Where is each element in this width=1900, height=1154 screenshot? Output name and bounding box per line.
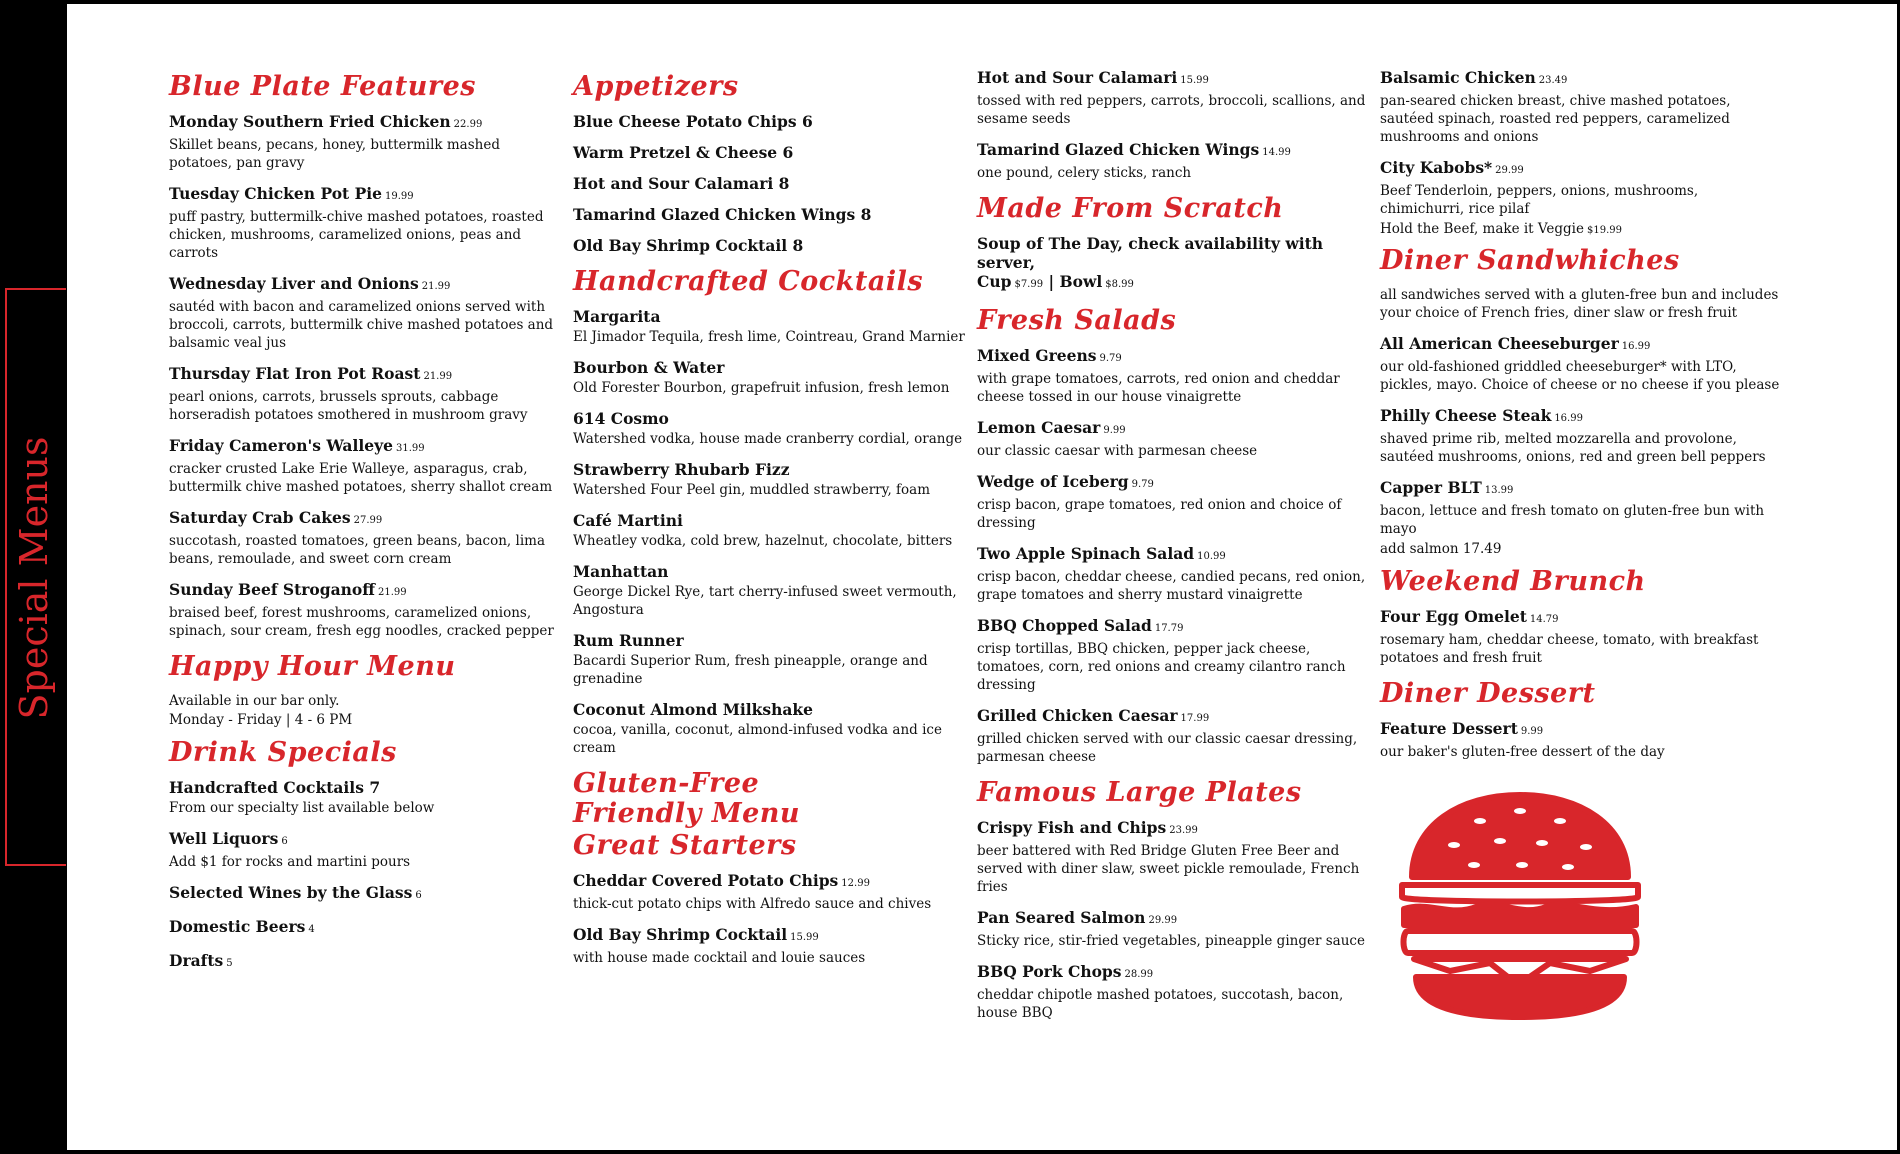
menu-item [573,700,965,757]
menu-item [977,140,1372,182]
bowl-label: Bowl [1059,272,1103,291]
section-title-gluten-free-line-1: Gluten-Free [573,768,760,799]
menu-item-price: 6 [281,836,288,847]
menu-item-name [169,829,561,851]
soup-item [977,234,1372,294]
menu-item [977,818,1372,896]
soup-prices [977,272,1372,294]
menu-item-description: Watershed Four Peel gin, muddled strawberry, foam [573,482,931,498]
great-starters-list [573,871,965,967]
drink-specials-list [169,778,561,973]
menu-item-description: George Dickel Rye, tart cherry-infused sweet vermouth, Angostura [573,584,957,618]
menu-item-title: Margarita [573,307,661,326]
menu-item-title: Crispy Fish and Chips [977,818,1167,837]
menu-item-price: 14.79 [1529,614,1559,625]
menu-item-price: 10.99 [1197,551,1226,562]
menu-item [573,307,965,346]
menu-item-name [977,616,1372,638]
menu-item [573,205,965,224]
menu-item-name [977,68,1372,90]
menu-item-price: 28.99 [1124,969,1154,980]
menu-item [1380,406,1780,466]
menu-item-description: our classic caesar with parmesan cheese [977,443,1258,459]
menu-item-title: Two Apple Spinach Salad [977,544,1195,563]
menu-item-title: Lemon Caesar [977,418,1101,437]
menu-item [573,174,965,193]
menu-item [573,871,965,913]
menu-item-price: 6 [415,890,422,901]
menu-item-name [573,460,965,479]
section-title-sandwiches: Diner Sandwhiches [1380,245,1680,276]
menu-item-description: bacon, lettuce and fresh tomato on gluten-free bun with mayo [1380,503,1765,537]
menu-item [977,962,1372,1022]
menu-item-title: Sunday Beef Stroganoff [169,580,375,599]
menu-item [1380,158,1780,218]
menu-item [1380,719,1780,761]
menu-item-description: rosemary ham, cheddar cheese, tomato, with breakfast potatoes and fresh fruit [1380,632,1759,666]
menu-item-name [977,140,1372,162]
sidebar [0,0,66,1154]
menu-item [977,418,1372,460]
menu-item [1380,607,1780,667]
menu-item-title: Domestic Beers [169,917,306,936]
menu-item-title: Rum Runner [573,631,684,650]
menu-item-name [169,951,561,973]
menu-item-name [573,871,965,893]
menu-item-price: 21.99 [377,587,407,598]
column-4-top-list [1380,68,1780,218]
menu-item-title: Tamarind Glazed Chicken Wings 8 [573,205,872,224]
menu-item-name [573,700,965,719]
menu-item-price: 12.99 [841,878,870,889]
menu-item-title: Well Liquors [169,829,279,848]
menu-item-price: 14.99 [1262,147,1291,158]
menu-item [573,460,965,499]
menu-item-name [1380,158,1780,180]
cup-label: Cup [977,272,1012,291]
menu-item-name [169,917,561,939]
menu-item-price: 21.99 [421,281,451,292]
menu-item-name [169,184,561,206]
menu-item-description: one pound, celery sticks, ranch [977,165,1192,181]
sidebar-top-rule [5,288,66,290]
menu-item [169,364,561,424]
menu-item [573,143,965,162]
menu-item-description: cocoa, vanilla, coconut, almond-infused vodka and ice cream [573,722,942,756]
menu-item-title: Cheddar Covered Potato Chips [573,871,839,890]
menu-item-price: 31.99 [395,443,425,454]
menu-column-3 [977,68,1372,1034]
menu-item-title: Bourbon & Water [573,358,725,377]
menu-item-title: 614 Cosmo [573,409,669,428]
menu-item-name [977,908,1372,930]
salmon-addon: add salmon 17.49 [1380,541,1502,557]
menu-item-title: Selected Wines by the Glass [169,883,413,902]
menu-item [573,112,965,131]
menu-item [977,544,1372,604]
dessert-list [1380,719,1780,761]
menu-item-title: Capper BLT [1380,478,1482,497]
menu-item-name [169,883,561,905]
menu-item [1380,68,1780,146]
section-title-appetizers: Appetizers [573,71,739,102]
section-title-fresh-salads: Fresh Salads [977,305,1177,336]
menu-item-price: 19.99 [385,191,414,202]
menu-item [1380,334,1780,394]
veggie-price: $19.99 [1586,225,1622,236]
menu-item-name [573,143,965,162]
menu-item-title: Tuesday Chicken Pot Pie [169,184,382,203]
large-plates-list [977,818,1372,1022]
menu-item [573,409,965,448]
price-separator: | [1048,272,1055,291]
soup-name: Soup of The Day, check availability with server, [977,234,1324,272]
section-title-blue-plate: Blue Plate Features [169,71,476,102]
cup-price: $7.99 [1014,279,1044,290]
menu-item-name [1380,68,1780,90]
menu-item-price: 9.99 [1103,425,1126,436]
menu-item-price: 9.79 [1131,479,1154,490]
menu-item-price: 16.99 [1554,413,1583,424]
menu-item-name [1380,406,1780,428]
menu-item [573,562,965,619]
menu-item-title: Old Bay Shrimp Cocktail [573,925,788,944]
burger-icon [1390,785,1650,1025]
menu-item-price: 21.99 [423,371,453,382]
brunch-list [1380,607,1780,667]
menu-item-title: All American Cheeseburger [1380,334,1619,353]
menu-item [977,616,1372,694]
menu-item-name [573,358,965,377]
menu-item-name [1380,607,1780,629]
menu-item-title: BBQ Pork Chops [977,962,1122,981]
menu-item-name [169,508,561,530]
menu-item-name [977,706,1372,728]
menu-item-price: 27.99 [353,515,383,526]
menu-item-name [169,436,561,458]
menu-item-name [169,580,561,602]
menu-item-title: Hot and Sour Calamari 8 [573,174,790,193]
sandwiches-intro: all sandwiches served with a gluten-free bun and includes your choice of French fries, diner slaw or fresh fruit [1380,287,1779,321]
menu-item-description: tossed with red peppers, carrots, broccoli, scallions, and sesame seeds [977,93,1366,127]
section-title-large-plates: Famous Large Plates [977,777,1302,808]
menu-item-title: Wedge of Iceberg [977,472,1129,491]
menu-item-title: Monday Southern Fried Chicken [169,112,451,131]
menu-item-name [169,112,561,134]
menu-item-name [573,236,965,255]
menu-item [573,631,965,688]
menu-item [573,511,965,550]
menu-item-title: Philly Cheese Steak [1380,406,1552,425]
menu-item-title: Four Egg Omelet [1380,607,1527,626]
menu-item-title: BBQ Chopped Salad [977,616,1152,635]
menu-item-description: Watershed vodka, house made cranberry cordial, orange [573,431,963,447]
menu-item-price: 23.99 [1169,825,1198,836]
menu-item-name [169,778,561,797]
section-title-dessert: Diner Dessert [1380,678,1596,709]
section-title-brunch: Weekend Brunch [1380,566,1646,597]
menu-item-description: Sticky rice, stir-fried vegetables, pineapple ginger sauce [977,933,1365,949]
menu-item-title: City Kabobs* [1380,158,1493,177]
sidebar-bottom-rule [5,864,66,866]
menu-item-description: sautéd with bacon and caramelized onions served with broccoli, carrots, buttermilk chive mashed potatoes and balsamic veal jus [169,299,554,351]
menu-column-4 [1380,68,1780,1029]
menu-item [169,829,561,871]
menu-item [169,274,561,352]
menu-column-2 [573,68,965,979]
happy-hour-line-1: Available in our bar only. [169,693,340,709]
menu-item-name [1380,478,1780,500]
menu-item-description: Old Forester Bourbon, grapefruit infusion, fresh lemon [573,380,950,396]
menu-item-price: 9.79 [1099,353,1122,364]
menu-item-name [169,274,561,296]
menu-item [169,951,561,973]
menu-item-price: 9.99 [1520,726,1544,737]
section-title-gluten-free-line-2: Friendly Menu [573,798,801,829]
menu-item-name [573,925,965,947]
menu-item-title: Grilled Chicken Caesar [977,706,1178,725]
menu-item-price: 23.49 [1538,75,1568,86]
section-title-made-from-scratch: Made From Scratch [977,193,1284,224]
menu-item-description: braised beef, forest mushrooms, caramelized onions, spinach, sour cream, fresh egg noodles, cracked pepper [169,605,554,639]
menu-item-title: Hot and Sour Calamari [977,68,1178,87]
menu-item-title: Blue Cheese Potato Chips 6 [573,112,813,131]
veggie-line [1380,220,1780,240]
menu-item-name [169,364,561,386]
menu-item [169,580,561,640]
menu-item [169,436,561,496]
menu-item [977,908,1372,950]
menu-item-description: puff pastry, buttermilk-chive mashed potatoes, roasted chicken, mushrooms, caramelized onions, peas and carrots [169,209,544,261]
menu-item-description: Skillet beans, pecans, honey, buttermilk mashed potatoes, pan gravy [169,137,500,171]
menu-item-title: Pan Seared Salmon [977,908,1146,927]
menu-item-description: Add $1 for rocks and martini pours [169,854,411,870]
menu-item-description: with house made cocktail and louie sauces [573,950,866,966]
menu-item [169,184,561,262]
menu-item-title: Tamarind Glazed Chicken Wings [977,140,1260,159]
menu-item-description: crisp tortillas, BBQ chicken, pepper jack cheese, tomatoes, corn, red onions and creamy cilantro ranch dressing [977,641,1346,693]
menu-item [977,68,1372,128]
menu-item-description: El Jimador Tequila, fresh lime, Cointreau, Grand Marnier [573,329,965,345]
section-title-cocktails: Handcrafted Cocktails [573,266,924,297]
menu-item-description: with grape tomatoes, carrots, red onion and cheddar cheese tossed in our house vinaigrette [977,371,1340,405]
blue-plate-list [169,112,561,640]
menu-item-name [977,346,1372,368]
menu-item-description: our old-fashioned griddled cheeseburger* with LTO, pickles, mayo. Choice of cheese or no cheese if you please [1380,359,1780,393]
menu-item-title: Drafts [169,951,224,970]
section-title-happy-hour: Happy Hour Menu [169,651,456,682]
menu-item-title: Coconut Almond Milkshake [573,700,814,719]
menu-item [169,112,561,172]
menu-item-description: shaved prime rib, melted mozzarella and provolone, sautéed mushrooms, onions, red and green bell peppers [1380,431,1766,465]
menu-item-price: 16.99 [1621,341,1651,352]
menu-item-description: thick-cut potato chips with Alfredo sauce and chives [573,896,932,912]
veggie-text: Hold the Beef, make it Veggie [1380,221,1584,237]
menu-item-name [573,112,965,131]
menu-item-name [1380,334,1780,356]
menu-column-1 [169,68,561,985]
menu-item-name [573,409,965,428]
sandwiches-list [1380,334,1780,538]
menu-item-name [977,544,1372,566]
menu-item-description: From our specialty list available below [169,800,435,816]
section-title-drink-specials: Drink Specials [169,737,397,768]
menu-item-price: 15.99 [1180,75,1209,86]
menu-item-description: pearl onions, carrots, brussels sprouts, cabbage horseradish potatoes smothered in mushroom gravy [169,389,528,423]
menu-item-title: Café Martini [573,511,683,530]
menu-item-description: pan-seared chicken breast, chive mashed potatoes, sautéed spinach, roasted red peppers, caramelized mushrooms and onions [1380,93,1731,145]
menu-item-name [977,962,1372,984]
menu-item-price: 29.99 [1495,165,1524,176]
menu-item-description: crisp bacon, grape tomatoes, red onion and choice of dressing [977,497,1342,531]
menu-item-title: Old Bay Shrimp Cocktail 8 [573,236,804,255]
menu-item [573,236,965,255]
menu-item-name [573,631,965,650]
menu-item [169,917,561,939]
menu-item-description: grilled chicken served with our classic caesar dressing, parmesan cheese [977,731,1358,765]
cocktails-list [573,307,965,757]
menu-item-price: 13.99 [1484,485,1514,496]
menu-item [573,358,965,397]
section-title-great-starters: Great Starters [573,830,797,861]
menu-item [573,925,965,967]
menu-item-title: Feature Dessert [1380,719,1518,738]
menu-item-price: 17.79 [1154,623,1184,634]
menu-item-description: beer battered with Red Bridge Gluten Free Beer and served with diner slaw, sweet pickle remoulade, French fries [977,843,1360,895]
menu-item-name [977,418,1372,440]
menu-item-title: Warm Pretzel & Cheese 6 [573,143,794,162]
menu-item [169,508,561,568]
menu-item [977,472,1372,532]
menu-item [977,346,1372,406]
menu-item-price: 5 [226,958,233,969]
column-3-top-list [977,68,1372,182]
menu-item [977,706,1372,766]
menu-item-description: cracker crusted Lake Erie Walleye, asparagus, crab, buttermilk chive mashed potatoes, sherry shallot cream [169,461,553,495]
menu-item-description: crisp bacon, cheddar cheese, candied pecans, red onion, grape tomatoes and sherry mustard vinaigrette [977,569,1366,603]
appetizers-list [573,112,965,255]
menu-item-title: Strawberry Rhubarb Fizz [573,460,790,479]
menu-item-name [573,174,965,193]
happy-hour-line-2: Monday - Friday | 4 - 6 PM [169,712,353,728]
menu-item-description: succotash, roasted tomatoes, green beans, bacon, lima beans, remoulade, and sweet corn cream [169,533,545,567]
menu-item-name [573,562,965,581]
menu-item-price: 22.99 [453,119,483,130]
menu-item-description: Bacardi Superior Rum, fresh pineapple, orange and grenadine [573,653,928,687]
menu-item-title: Handcrafted Cocktails 7 [169,778,381,797]
menu-item-description: Wheatley vodka, cold brew, hazelnut, chocolate, bitters [573,533,953,549]
menu-item-title: Friday Cameron's Walleye [169,436,393,455]
bowl-price: $8.99 [1105,279,1134,290]
menu-item-title: Thursday Flat Iron Pot Roast [169,364,421,383]
menu-item-price: 29.99 [1148,915,1178,926]
menu-item-title: Wednesday Liver and Onions [169,274,419,293]
menu-item-name [977,818,1372,840]
menu-item-price: 15.99 [790,932,819,943]
menu-item-description: Beef Tenderloin, peppers, onions, mushrooms, chimichurri, rice pilaf [1380,183,1699,217]
sidebar-vertical-rule [5,290,7,866]
menu-item [169,778,561,817]
menu-item-title: Mixed Greens [977,346,1097,365]
sidebar-title: Special Menus [12,436,56,720]
menu-item-name [573,307,965,326]
menu-item-title: Manhattan [573,562,669,581]
menu-item-name [977,472,1372,494]
menu-item-name [573,511,965,530]
menu-item-name [573,205,965,224]
menu-page [67,4,1897,1150]
menu-item-name [1380,719,1780,741]
fresh-salads-list [977,346,1372,766]
menu-item-price: 4 [308,924,315,935]
menu-item-description: cheddar chipotle mashed potatoes, succotash, bacon, house BBQ [977,987,1344,1021]
menu-item-description: our baker's gluten-free dessert of the day [1380,744,1665,760]
menu-item-title: Saturday Crab Cakes [169,508,351,527]
menu-item [1380,478,1780,538]
menu-item [169,883,561,905]
menu-item-title: Balsamic Chicken [1380,68,1536,87]
menu-item-price: 17.99 [1180,713,1210,724]
